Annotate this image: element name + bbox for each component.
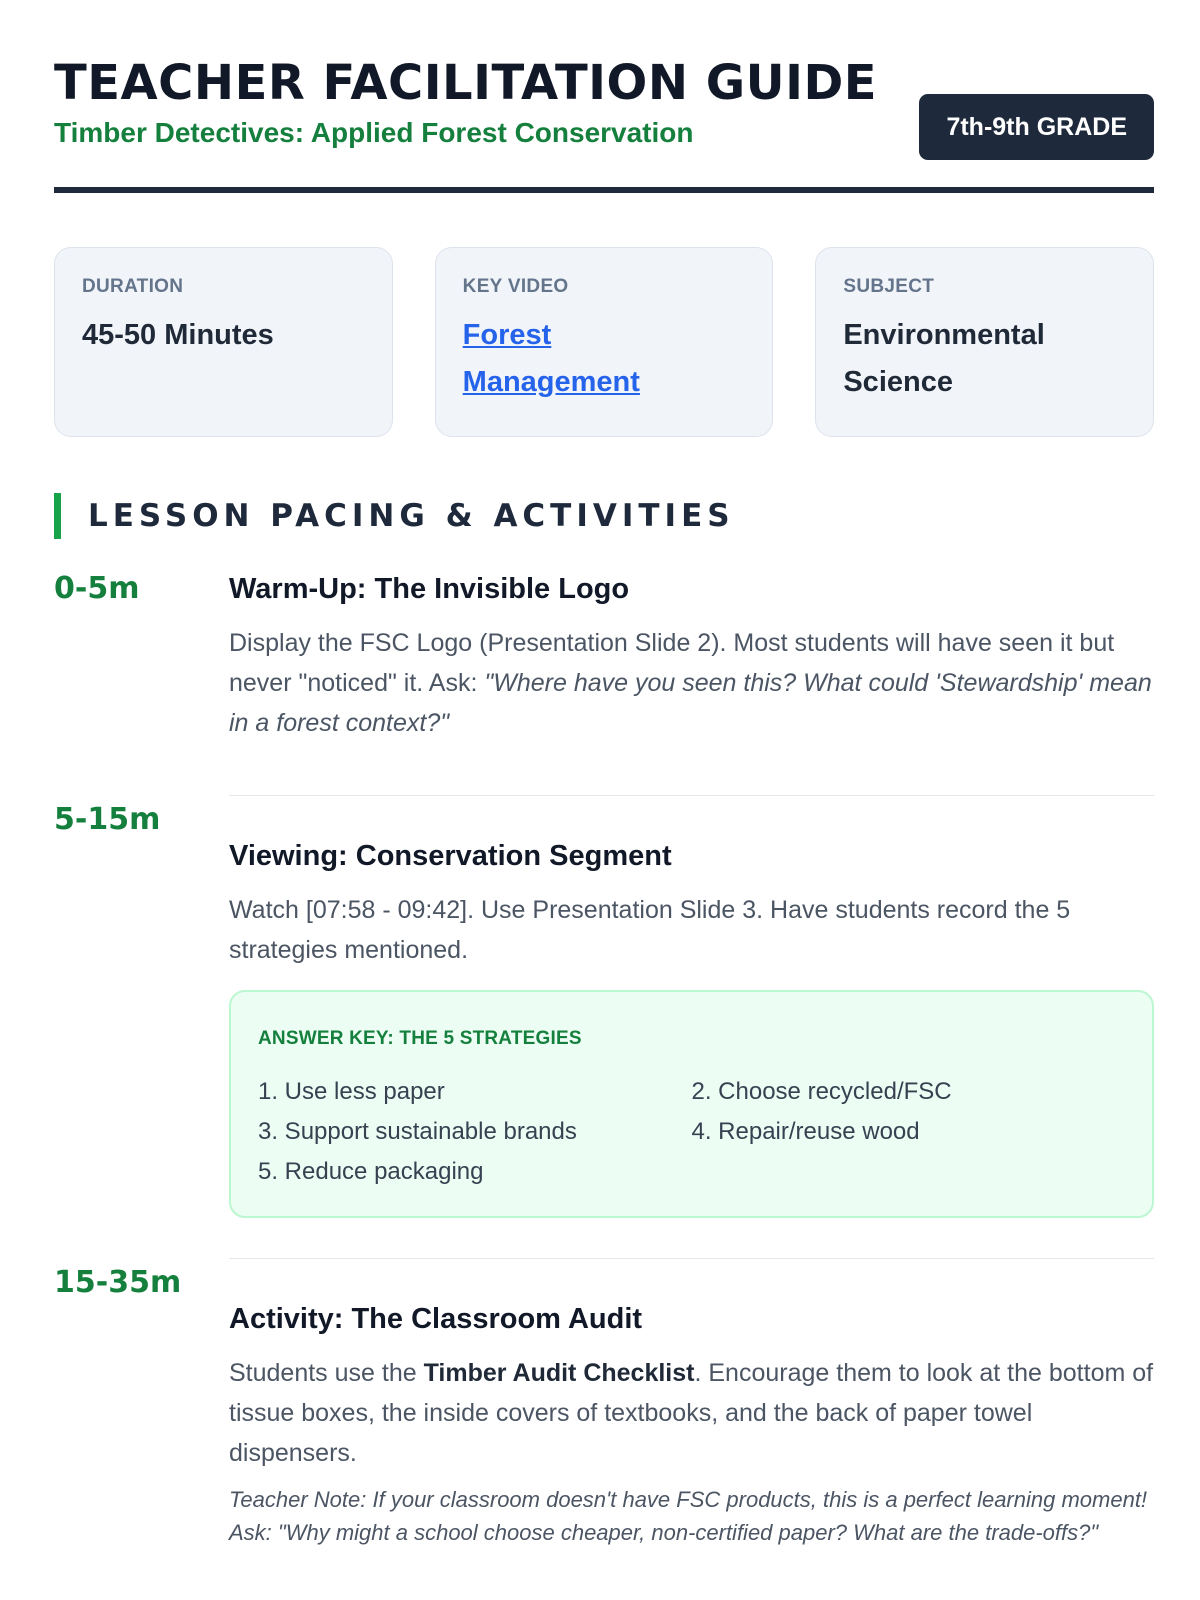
answer-key-title: ANSWER KEY: THE 5 STRATEGIES <box>258 1028 582 1049</box>
block-text-after: . Encourage them to look at the bottom of tissue boxes, the inside covers of textbooks, and the back of paper towel dispensers. <box>229 1359 1154 1467</box>
lesson-timeline <box>54 569 1154 1549</box>
block-text-main: Display the FSC Logo (Presentation Slide 2). Most students will have seen it but never "noticed" it. Ask: <box>229 629 1115 697</box>
timeline-block-viewing <box>54 796 1154 1258</box>
timeline-block-activity <box>54 1259 1154 1549</box>
key-video-card <box>435 247 774 437</box>
guide-header <box>54 0 1154 193</box>
key-video-link[interactable] <box>463 319 640 398</box>
section-heading-text: LESSON PACING & ACTIVITIES <box>88 498 735 534</box>
answer-key-item: 1. Use less paper <box>258 1078 445 1105</box>
block-text-quote: "Where have you seen this? What could 'Stewardship' mean in a forest context?" <box>229 669 1152 737</box>
block-content <box>229 569 1154 743</box>
subject-value <box>843 312 1126 406</box>
duration-card <box>54 247 393 437</box>
time-label: 5-15m <box>54 802 161 837</box>
key-video-label: KEY VIDEO <box>462 276 569 297</box>
grade-badge: 7th-9th GRADE <box>919 94 1154 160</box>
block-title: Activity: The Classroom Audit <box>229 1303 643 1335</box>
subject-value-line2: Science <box>843 366 953 398</box>
block-title: Warm-Up: The Invisible Logo <box>229 573 630 605</box>
subject-card <box>815 247 1154 437</box>
answer-key-item: 5. Reduce packaging <box>258 1158 484 1185</box>
info-cards <box>54 247 1154 437</box>
duration-value: 45-50 Minutes <box>82 319 274 351</box>
page-title: TEACHER FACILITATION GUIDE <box>54 55 878 111</box>
block-text <box>229 623 1154 743</box>
block-title: Viewing: Conservation Segment <box>229 840 672 872</box>
time-label: 0-5m <box>54 571 140 606</box>
key-video-link-line1: Forest <box>462 319 552 351</box>
key-video-link-line2: Management <box>462 366 640 398</box>
key-video-value <box>463 312 746 406</box>
block-content <box>229 800 1154 1218</box>
teacher-note: Teacher Note: If your classroom doesn't have FSC products, this is a perfect learning moment! Ask: "Why might a school choose cheaper, non-certified paper? What are the trade-offs?" <box>229 1487 1148 1545</box>
section-heading <box>54 493 1154 539</box>
answer-key-item: 2. Choose recycled/FSC <box>691 1078 952 1105</box>
subject-value-line1: Environmental <box>843 319 1045 351</box>
subject-label: SUBJECT <box>843 276 935 297</box>
checklist-name: Timber Audit Checklist <box>423 1359 695 1387</box>
block-text <box>229 1353 1154 1473</box>
block-content <box>229 1263 1154 1549</box>
block-text: Watch [07:58 - 09:42]. Use Presentation Slide 3. Have students record the 5 strategies mentioned. <box>229 896 1071 964</box>
answer-key-list <box>258 1072 1125 1192</box>
answer-key-item: 3. Support sustainable brands <box>258 1118 577 1145</box>
answer-key-item: 4. Repair/reuse wood <box>691 1118 920 1145</box>
block-text-before: Students use the <box>229 1359 424 1387</box>
timeline-block-warmup <box>54 569 1154 795</box>
answer-key-box <box>229 990 1154 1218</box>
time-label: 15-35m <box>54 1265 182 1300</box>
duration-label: DURATION <box>82 276 184 297</box>
page-subtitle: Timber Detectives: Applied Forest Conservation <box>54 117 694 148</box>
